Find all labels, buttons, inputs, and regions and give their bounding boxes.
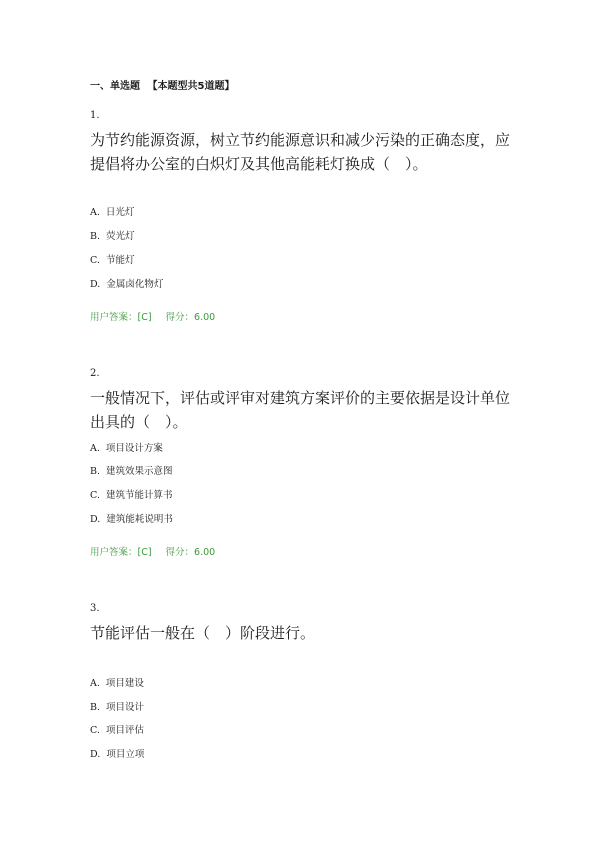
- option-letter: B.: [90, 231, 101, 242]
- score: 得分：6.00: [165, 312, 216, 323]
- question-2-option-c: [90, 487, 172, 501]
- user-answer: 用户答案：[C]: [90, 312, 152, 323]
- option-letter: D.: [90, 279, 101, 290]
- question-2-answer: [90, 544, 215, 558]
- option-text: 项目建设: [105, 678, 144, 689]
- option-text: 项目评估: [105, 725, 144, 736]
- question-1-option-b: [90, 228, 135, 242]
- section-title: [90, 77, 238, 92]
- option-letter: C.: [90, 255, 100, 266]
- option-text: 项目设计方案: [105, 443, 163, 454]
- question-1-option-c: [90, 252, 134, 266]
- option-letter: B.: [90, 466, 101, 477]
- question-1-option-a: [90, 204, 134, 218]
- question-1-text: 为节约能源资源，树立节约能源意识和减少污染的正确态度，应提倡将办公室的白炽灯及其他高能耗灯换成（ ）。: [90, 131, 511, 173]
- question-2-option-a: [90, 440, 163, 454]
- question-3-option-d: [90, 746, 144, 760]
- option-letter: A.: [90, 678, 100, 689]
- option-letter: D.: [90, 749, 101, 760]
- question-2-text: 一般情况下，评估或评审对建筑方案评价的主要依据是设计单位出具的（ ）。: [90, 389, 511, 431]
- question-3-option-c: [90, 722, 144, 736]
- option-text: 建筑效果示意图: [106, 466, 173, 477]
- question-2-option-d: [90, 511, 173, 525]
- question-2-number: 2.: [90, 368, 100, 379]
- option-letter: B.: [90, 702, 101, 713]
- option-text: 项目立项: [106, 749, 145, 760]
- option-text: 金属卤化物灯: [106, 279, 164, 290]
- option-letter: C.: [90, 490, 100, 501]
- score: 得分：6.00: [165, 547, 216, 558]
- option-letter: C.: [90, 725, 100, 736]
- question-3-text: 节能评估一般在（ ）阶段进行。: [90, 624, 316, 642]
- option-text: 日光灯: [105, 207, 135, 218]
- option-text: 建筑节能计算书: [105, 490, 173, 501]
- question-1-number: 1.: [90, 110, 100, 121]
- section-prefix: 一、单选题: [90, 81, 140, 92]
- option-text: 荧光灯: [106, 231, 135, 242]
- question-3-number: 3.: [90, 603, 100, 614]
- option-letter: A.: [90, 443, 100, 454]
- question-1-answer: [90, 309, 215, 323]
- option-text: 节能灯: [105, 255, 135, 266]
- option-letter: D.: [90, 514, 101, 525]
- question-2-option-b: [90, 463, 173, 477]
- user-answer: 用户答案：[C]: [90, 547, 152, 558]
- question-3-option-b: [90, 699, 144, 713]
- section-note: 【本题型共5道题】: [147, 81, 235, 92]
- option-letter: A.: [90, 207, 100, 218]
- option-text: 建筑能耗说明书: [106, 514, 173, 525]
- question-3-option-a: [90, 675, 144, 689]
- question-1-option-d: [90, 276, 163, 290]
- option-text: 项目设计: [106, 702, 145, 713]
